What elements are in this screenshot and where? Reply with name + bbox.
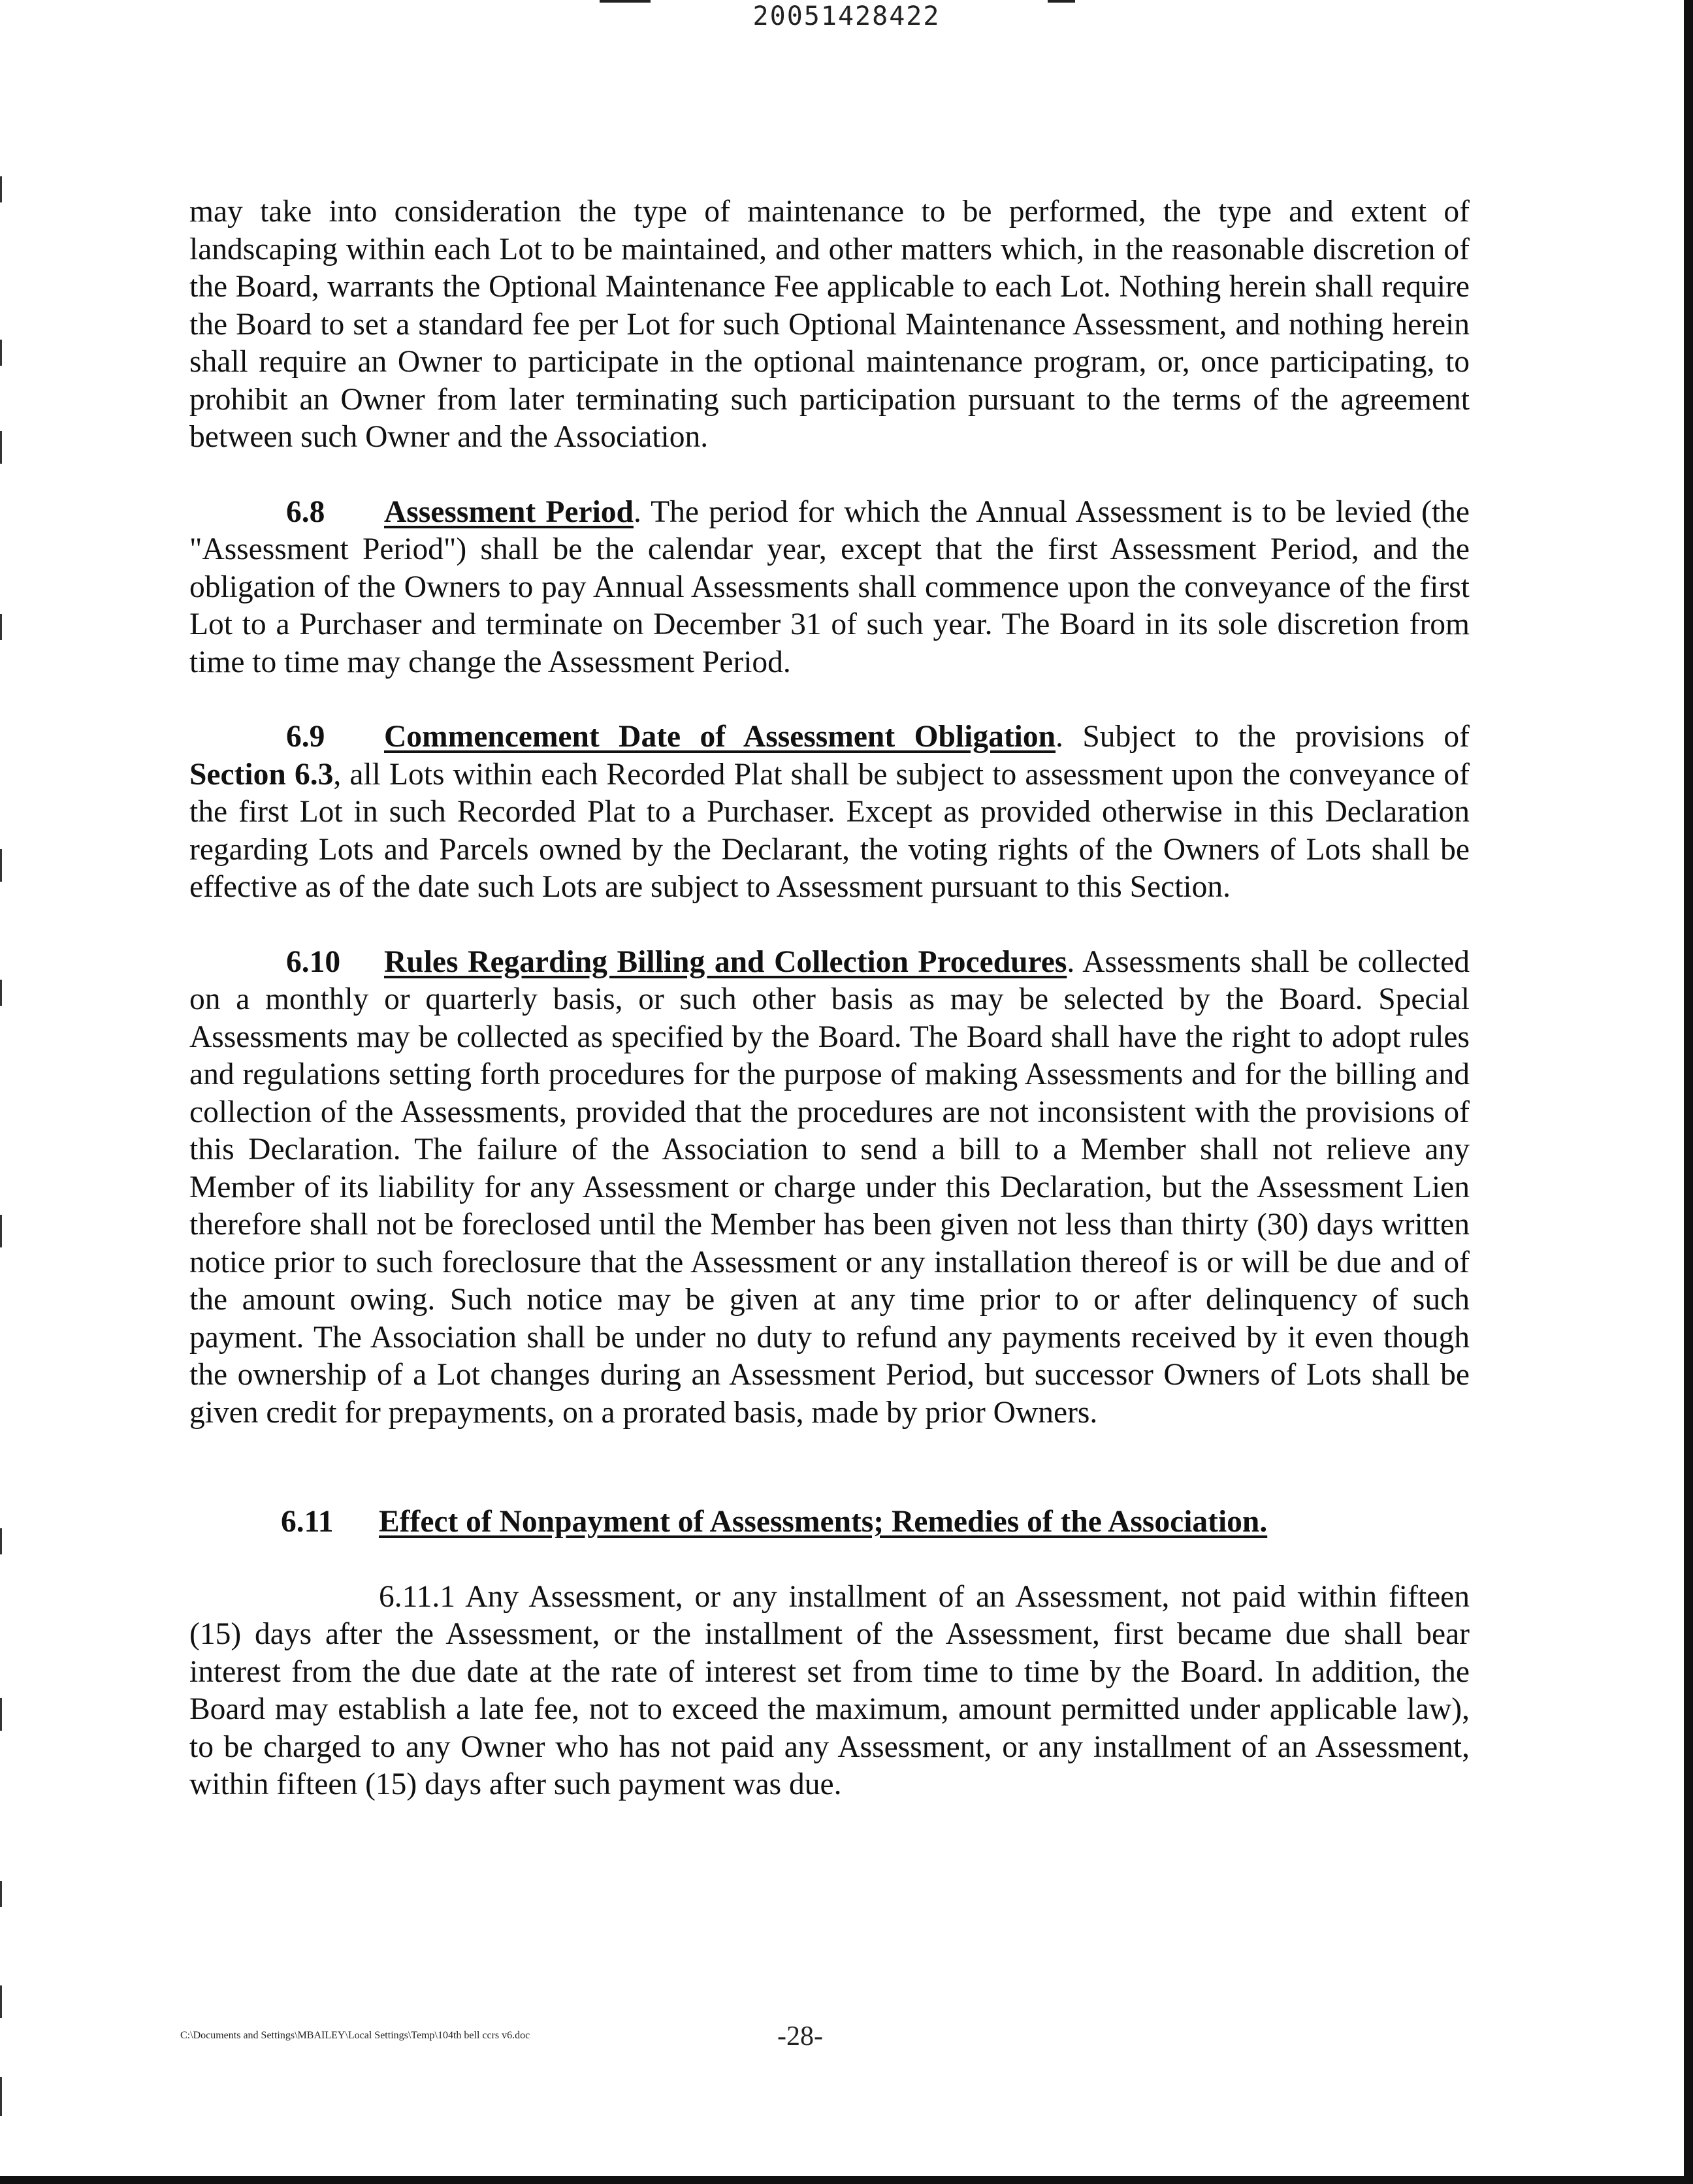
scan-tick xyxy=(0,1215,2,1247)
section-6-8 xyxy=(189,494,1470,682)
section-heading: Effect of Nonpayment of Assessments; Remedies of the Association. xyxy=(379,1505,1268,1539)
scan-tick xyxy=(0,2077,2,2116)
scan-tick xyxy=(0,431,2,464)
section-6-11 xyxy=(189,1503,1470,1541)
scan-tick xyxy=(0,1698,2,1731)
section-number: 6.10 xyxy=(286,944,341,979)
section-number: 6.11 xyxy=(281,1505,334,1539)
section-number: 6.9 xyxy=(286,720,325,754)
section-number: 6.8 xyxy=(286,494,325,529)
section-6-10 xyxy=(189,944,1470,1432)
section-text: , all Lots within each Recorded Plat shall be subject to assessment upon the conveyance of the first Lot in such Recorded Plat to a Purchaser. Except as provided otherwise in this Declaration regarding Lots and Parcels owned by the Declarant, the voting rights of the Owners of Lots shall be effective as of the date such Lots are subject to Assessment pursuant to this Section. xyxy=(189,757,1470,904)
section-text: . Subject to the provisions of xyxy=(1056,720,1470,754)
scan-border-right xyxy=(1684,0,1693,2184)
scan-tick xyxy=(0,176,2,202)
scan-tick xyxy=(0,340,2,366)
scan-tick xyxy=(0,980,2,1006)
scan-tick xyxy=(0,1528,2,1554)
section-text: . The period for which the Annual Assessment is to be levied (the "Assessment Period") shall be the calendar year, except that the first Assessment Period, and the obligation of the Owners to pay Annual Assessments shall commence upon the conveyance of the first Lot to a Purchaser and terminate on December 31 of such year. The Board in its sole discretion from time to time may change the Assessment Period. xyxy=(189,494,1470,679)
page-number: -28- xyxy=(777,2021,823,2051)
scan-border-bottom xyxy=(0,2176,1693,2184)
footer-file-path: C:\Documents and Settings\MBAILEY\Local Settings\Temp\104th bell ccrs v6.doc xyxy=(180,2030,530,2041)
scan-tick xyxy=(0,1881,2,1907)
section-heading: Commencement Date of Assessment Obligation xyxy=(384,720,1056,754)
section-text: . Assessments shall be collected on a monthly or quarterly basis, or such other basis as may be selected by the Board. Special Assessments may be collected as specified by the Board. The Board shall have the right to adopt rules and regulations setting forth procedures for the purpose of making Assessments and for the billing and collection of the Assessments, provided that the procedures are not inconsistent with the provisions of this Declaration. The failure of the Association to send a bill to a Member shall not relieve any Member of its liability for any Assessment or charge under this Declaration, but the Assessment Lien therefore shall not be foreclosed until the Member has been given not less than thirty (30) days written notice prior to such foreclosure that the Assessment or any installation thereof is or will be due and of the amount owing. Such notice may be given at any time prior to or after delinquency of such payment. The Association shall be under no duty to refund any payments received by it even though the ownership of a Lot changes during an Assessment Period, but successor Owners of Lots shall be given credit for prepayments, on a prorated basis, made by prior Owners. xyxy=(189,944,1470,1430)
section-heading: Rules Regarding Billing and Collection Procedures xyxy=(384,944,1067,979)
scan-tick xyxy=(0,614,2,640)
section-6-11-1: 6.11.1 Any Assessment, or any installment of an Assessment, not paid within fifteen (15) days after the Assessment, or the installment of the Assessment, first became due shall bear interest from the due date at the rate of interest set from time to time by the Board. In addition, the Board may establish a late fee, not to exceed the maximum, amount permitted under applicable law), to be charged to any Owner who has not paid any Assessment, or any installment of an Assessment, within fifteen (15) days after such payment was due. xyxy=(189,1579,1470,1801)
scan-tick xyxy=(0,1985,2,2018)
document-body xyxy=(189,193,1470,1804)
paragraph-continuation: may take into consideration the type of maintenance to be performed, the type and extent of landscaping within each Lot to be maintained, and other matters which, in the reasonable discretion of the Board, warrants the Optional Maintenance Fee applicable to each Lot. Nothing herein shall require the Board to set a standard fee per Lot for such Optional Maintenance Assessment, and nothing herein shall require an Owner to participate in the optional maintenance program, or, once participating, to prohibit an Owner from later terminating such participation pursuant to the terms of the agreement between such Owner and the Association. xyxy=(189,195,1470,454)
section-6-9 xyxy=(189,718,1470,907)
document-number: 20051428422 xyxy=(752,1,941,31)
section-heading: Assessment Period xyxy=(384,494,634,529)
scan-tick xyxy=(0,849,2,882)
section-reference: Section 6.3 xyxy=(189,757,334,792)
